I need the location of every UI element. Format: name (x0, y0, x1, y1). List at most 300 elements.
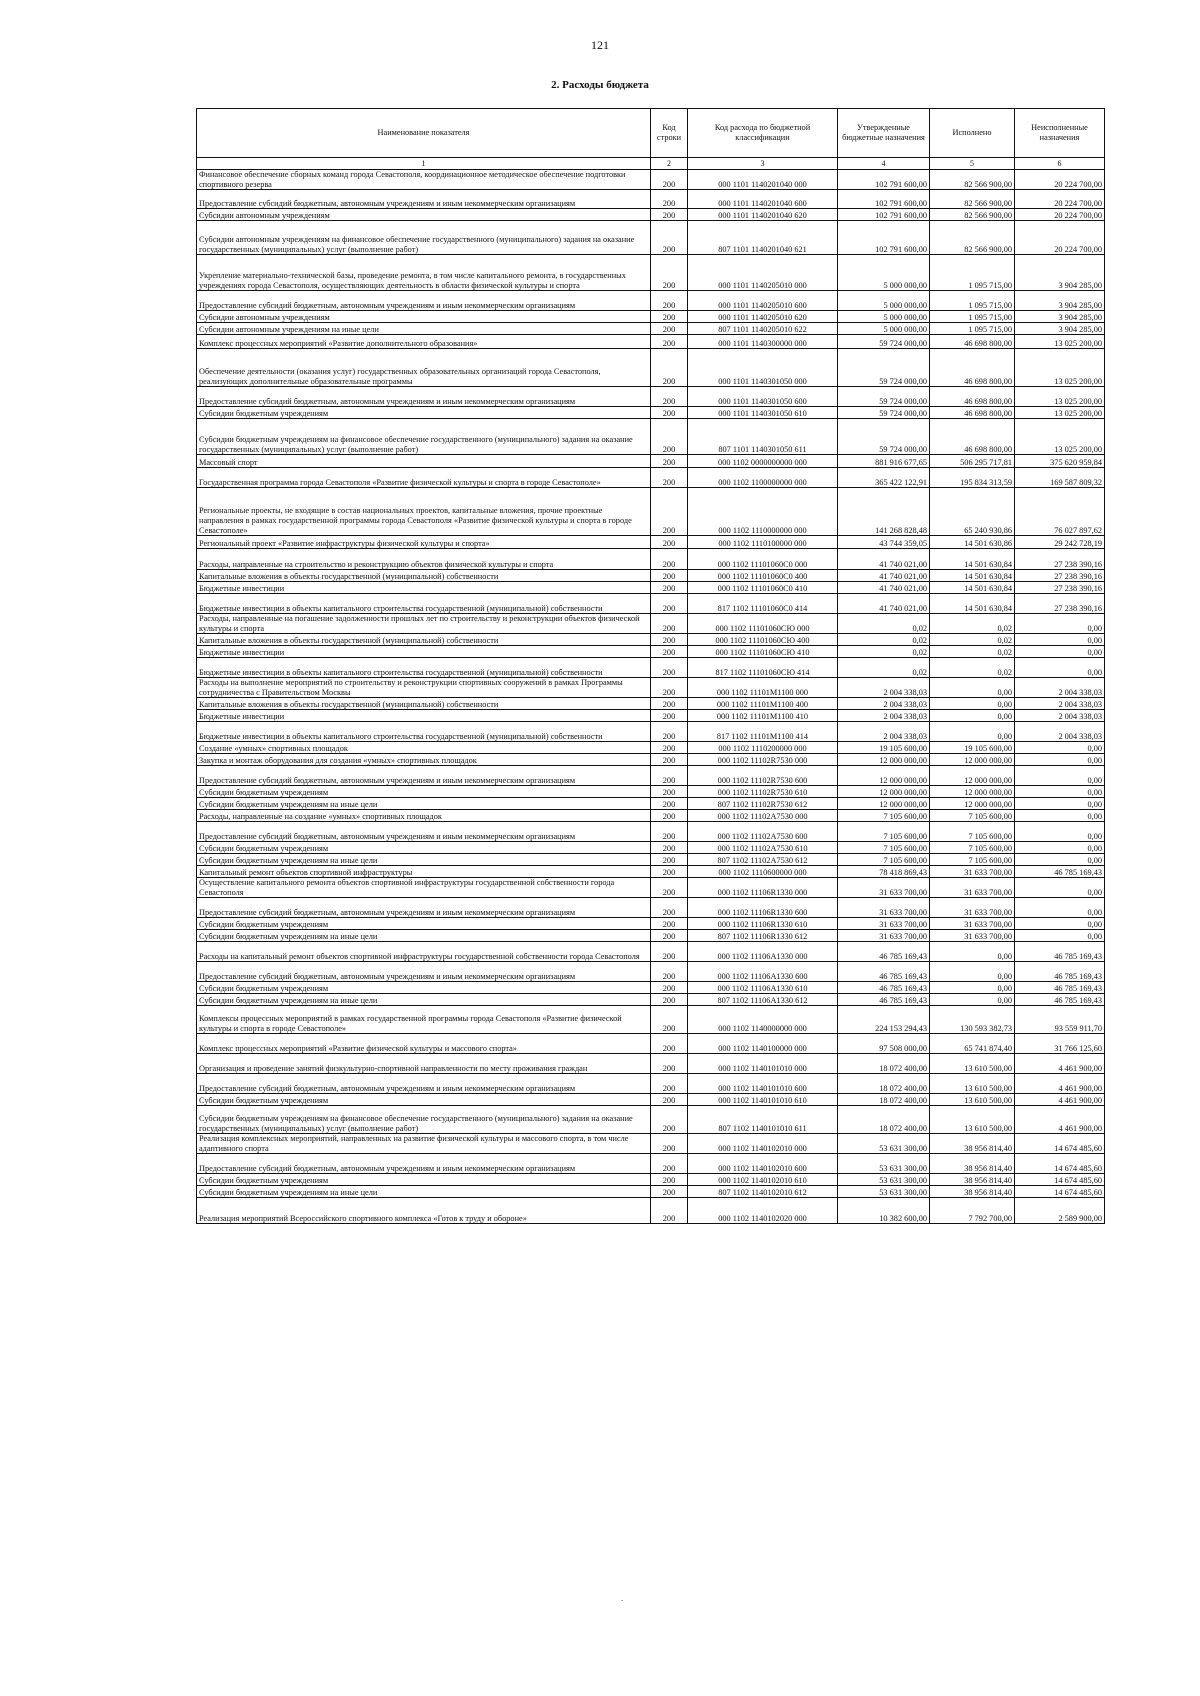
cell-row-code: 200 (651, 722, 688, 742)
table-row (197, 962, 1105, 982)
table-row (197, 209, 1105, 221)
header-executed: Исполнено (930, 109, 1015, 158)
cell-indicator-name: Бюджетные инвестиции (197, 646, 651, 658)
cell-approved: 31 633 700,00 (838, 878, 930, 898)
cell-indicator-name: Субсидии автономным учреждениям на иные цели (197, 323, 651, 335)
cell-approved: 12 000 000,00 (838, 786, 930, 798)
cell-indicator-name: Субсидии бюджетным учреждениям на иные цели (197, 798, 651, 810)
cell-unexecuted: 4 461 900,00 (1015, 1094, 1105, 1106)
cell-row-code: 200 (651, 930, 688, 942)
cell-executed: 46 698 800,00 (930, 407, 1015, 419)
cell-unexecuted: 0,00 (1015, 742, 1105, 754)
cell-row-code: 200 (651, 878, 688, 898)
cell-row-code: 200 (651, 570, 688, 582)
cell-executed: 14 501 630,84 (930, 582, 1015, 594)
cell-row-code: 200 (651, 387, 688, 407)
cell-approved: 5 000 000,00 (838, 255, 930, 291)
cell-approved: 0,02 (838, 646, 930, 658)
cell-approved: 7 105 600,00 (838, 810, 930, 822)
cell-row-code: 200 (651, 1198, 688, 1224)
cell-executed: 130 593 382,73 (930, 1006, 1015, 1034)
cell-unexecuted: 27 238 390,16 (1015, 570, 1105, 582)
cell-executed: 1 095 715,00 (930, 255, 1015, 291)
cell-indicator-name: Субсидии бюджетным учреждениям на финансовое обеспечение государственного (муниципального) задания на оказание государственных (муниципальных) услуг (выполнение работ) (197, 419, 651, 455)
cell-row-code: 200 (651, 1186, 688, 1198)
cell-budget-code: 000 1102 1140102010 000 (688, 1134, 838, 1154)
table-row (197, 419, 1105, 455)
cell-indicator-name: Предоставление субсидий бюджетным, автономным учреждениям и иным некоммерческим организациям (197, 1154, 651, 1174)
cell-indicator-name: Закупка и монтаж оборудования для создания «умных» спортивных площадок (197, 754, 651, 766)
cell-approved: 46 785 169,43 (838, 994, 930, 1006)
cell-row-code: 200 (651, 582, 688, 594)
cell-executed: 31 633 700,00 (930, 866, 1015, 878)
cell-row-code: 200 (651, 1154, 688, 1174)
table-row (197, 766, 1105, 786)
cell-budget-code: 817 1102 11101060С0 414 (688, 594, 838, 614)
table-row (197, 291, 1105, 311)
cell-indicator-name: Предоставление субсидий бюджетным, автономным учреждениям и иным некоммерческим организациям (197, 291, 651, 311)
cell-approved: 10 382 600,00 (838, 1198, 930, 1224)
cell-budget-code: 000 1101 1140300000 000 (688, 335, 838, 349)
cell-indicator-name: Капитальные вложения в объекты государственной (муниципальной) собственности (197, 698, 651, 710)
cell-budget-code: 000 1102 11102А7530 000 (688, 810, 838, 822)
cell-executed: 14 501 630,84 (930, 549, 1015, 570)
cell-unexecuted: 14 674 485,60 (1015, 1154, 1105, 1174)
cell-budget-code: 000 1101 1140201040 000 (688, 170, 838, 190)
expenses-table (196, 108, 1105, 1224)
cell-row-code: 200 (651, 1106, 688, 1134)
column-number: 1 (197, 158, 651, 170)
cell-unexecuted: 4 461 900,00 (1015, 1106, 1105, 1134)
cell-indicator-name: Комплекс процессных мероприятий «Развитие физической культуры и массового спорта» (197, 1034, 651, 1054)
column-number: 2 (651, 158, 688, 170)
cell-executed: 12 000 000,00 (930, 766, 1015, 786)
cell-approved: 43 744 359,05 (838, 536, 930, 549)
table-row (197, 798, 1105, 810)
cell-budget-code: 000 1102 11101060С0 400 (688, 570, 838, 582)
cell-row-code: 200 (651, 766, 688, 786)
cell-approved: 881 916 677,65 (838, 455, 930, 468)
cell-approved: 53 631 300,00 (838, 1186, 930, 1198)
cell-indicator-name: Субсидии бюджетным учреждениям на иные цели (197, 930, 651, 942)
cell-budget-code: 000 1102 1140101010 600 (688, 1074, 838, 1094)
cell-unexecuted: 27 238 390,16 (1015, 549, 1105, 570)
cell-indicator-name: Расходы, направленные на строительство и реконструкцию объектов физической культуры и спорта (197, 549, 651, 570)
table-row (197, 387, 1105, 407)
table-row (197, 311, 1105, 323)
cell-row-code: 200 (651, 488, 688, 536)
cell-budget-code: 000 1102 11106А1330 000 (688, 942, 838, 962)
cell-unexecuted: 0,00 (1015, 614, 1105, 634)
cell-budget-code: 000 1102 11101060СЮ 000 (688, 614, 838, 634)
section-title: 2. Расходы бюджета (551, 79, 649, 91)
column-number: 5 (930, 158, 1015, 170)
cell-row-code: 200 (651, 786, 688, 798)
header-indicator-name: Наименование показателя (197, 109, 651, 158)
cell-approved: 7 105 600,00 (838, 854, 930, 866)
header-approved: Утвержденные бюджетные назначения (838, 109, 930, 158)
cell-indicator-name: Субсидии бюджетным учреждениям (197, 918, 651, 930)
table-row (197, 878, 1105, 898)
cell-indicator-name: Массовый спорт (197, 455, 651, 468)
cell-unexecuted: 2 589 900,00 (1015, 1198, 1105, 1224)
cell-unexecuted: 3 904 285,00 (1015, 255, 1105, 291)
cell-approved: 31 633 700,00 (838, 918, 930, 930)
table-header-row (197, 109, 1105, 158)
cell-approved: 41 740 021,00 (838, 582, 930, 594)
cell-executed: 7 105 600,00 (930, 842, 1015, 854)
cell-budget-code: 817 1102 11101060СЮ 414 (688, 658, 838, 678)
cell-executed: 46 698 800,00 (930, 349, 1015, 387)
cell-executed: 13 610 500,00 (930, 1054, 1015, 1074)
table-row (197, 722, 1105, 742)
table-row (197, 786, 1105, 798)
cell-indicator-name: Финансовое обеспечение сборных команд города Севастополя, координационное методическое обеспечение подготовки спортивного резерва (197, 170, 651, 190)
cell-unexecuted: 46 785 169,43 (1015, 866, 1105, 878)
cell-indicator-name: Бюджетные инвестиции в объекты капитального строительства государственной (муниципальной) собственности (197, 722, 651, 742)
cell-approved: 7 105 600,00 (838, 842, 930, 854)
cell-executed: 31 633 700,00 (930, 918, 1015, 930)
cell-budget-code: 000 1102 11101М1100 410 (688, 710, 838, 722)
table-row (197, 698, 1105, 710)
cell-row-code: 200 (651, 842, 688, 854)
cell-unexecuted: 3 904 285,00 (1015, 311, 1105, 323)
cell-budget-code: 817 1102 11101М1100 414 (688, 722, 838, 742)
cell-executed: 0,00 (930, 994, 1015, 1006)
cell-indicator-name: Субсидии автономным учреждениям (197, 209, 651, 221)
cell-executed: 65 741 874,40 (930, 1034, 1015, 1054)
cell-row-code: 200 (651, 754, 688, 766)
cell-budget-code: 000 1102 1110200000 000 (688, 742, 838, 754)
cell-row-code: 200 (651, 209, 688, 221)
cell-unexecuted: 13 025 200,00 (1015, 387, 1105, 407)
cell-budget-code: 000 1102 11106R1330 610 (688, 918, 838, 930)
cell-approved: 19 105 600,00 (838, 742, 930, 754)
cell-row-code: 200 (651, 942, 688, 962)
cell-approved: 53 631 300,00 (838, 1174, 930, 1186)
cell-indicator-name: Осуществление капитального ремонта объектов спортивной инфраструктуры государственной собственности города Севастополя (197, 878, 651, 898)
cell-row-code: 200 (651, 221, 688, 255)
cell-executed: 31 633 700,00 (930, 878, 1015, 898)
table-row (197, 549, 1105, 570)
cell-indicator-name: Субсидии бюджетным учреждениям (197, 786, 651, 798)
table-row (197, 942, 1105, 962)
cell-indicator-name: Расходы на выполнение мероприятий по строительству и реконструкции спортивных сооружений в рамках Программы сотрудничества с Правительством Москвы (197, 678, 651, 698)
cell-row-code: 200 (651, 994, 688, 1006)
cell-indicator-name: Региональные проекты, не входящие в состав национальных проектов, капитальные вложения, прочие проектные направления в рамках государственной программы города Севастополя «Развитие физической культуры и спорта в городе Севастополе» (197, 488, 651, 536)
cell-approved: 365 422 122,91 (838, 468, 930, 488)
cell-unexecuted: 0,00 (1015, 786, 1105, 798)
column-number: 4 (838, 158, 930, 170)
cell-row-code: 200 (651, 1054, 688, 1074)
cell-approved: 102 791 600,00 (838, 209, 930, 221)
cell-budget-code: 000 1102 11106А1330 600 (688, 962, 838, 982)
cell-executed: 38 956 814,40 (930, 1134, 1015, 1154)
table-row (197, 994, 1105, 1006)
cell-row-code: 200 (651, 742, 688, 754)
cell-unexecuted: 0,00 (1015, 898, 1105, 918)
cell-indicator-name: Предоставление субсидий бюджетным, автономным учреждениям и иным некоммерческим организациям (197, 766, 651, 786)
table-row (197, 710, 1105, 722)
cell-unexecuted: 375 620 959,84 (1015, 455, 1105, 468)
cell-unexecuted: 46 785 169,43 (1015, 982, 1105, 994)
header-budget-code: Код расхода по бюджетной классификации (688, 109, 838, 158)
cell-unexecuted: 20 224 700,00 (1015, 221, 1105, 255)
cell-executed: 7 105 600,00 (930, 810, 1015, 822)
cell-approved: 12 000 000,00 (838, 798, 930, 810)
cell-approved: 141 268 828,48 (838, 488, 930, 536)
cell-unexecuted: 0,00 (1015, 754, 1105, 766)
column-number: 3 (688, 158, 838, 170)
table-row (197, 335, 1105, 349)
cell-executed: 12 000 000,00 (930, 798, 1015, 810)
cell-executed: 82 566 900,00 (930, 170, 1015, 190)
cell-budget-code: 000 1102 1140101010 610 (688, 1094, 838, 1106)
cell-row-code: 200 (651, 419, 688, 455)
table-row (197, 1006, 1105, 1034)
cell-indicator-name: Субсидии бюджетным учреждениям (197, 982, 651, 994)
cell-indicator-name: Расходы, направленные на погашение задолженности прошлых лет по строительству и реконструкции объектов физической культуры и спорта (197, 614, 651, 634)
cell-indicator-name: Предоставление субсидий бюджетным, автономным учреждениям и иным некоммерческим организациям (197, 822, 651, 842)
cell-executed: 0,00 (930, 710, 1015, 722)
cell-budget-code: 000 1102 1110600000 000 (688, 866, 838, 878)
cell-executed: 0,02 (930, 658, 1015, 678)
table-row (197, 810, 1105, 822)
cell-executed: 0,00 (930, 982, 1015, 994)
table-row (197, 658, 1105, 678)
cell-budget-code: 000 1101 1140205010 600 (688, 291, 838, 311)
cell-indicator-name: Капитальные вложения в объекты государственной (муниципальной) собственности (197, 634, 651, 646)
cell-approved: 31 633 700,00 (838, 930, 930, 942)
cell-row-code: 200 (651, 698, 688, 710)
cell-budget-code: 000 1102 11102R7530 000 (688, 754, 838, 766)
cell-row-code: 200 (651, 710, 688, 722)
table-row (197, 754, 1105, 766)
cell-approved: 53 631 300,00 (838, 1154, 930, 1174)
cell-indicator-name: Комплексы процессных мероприятий в рамках государственной программы города Севастополя «Развитие физической культуры и спорта в городе Севастополе» (197, 1006, 651, 1034)
table-row (197, 1034, 1105, 1054)
cell-executed: 1 095 715,00 (930, 311, 1015, 323)
table-row (197, 822, 1105, 842)
cell-unexecuted: 0,00 (1015, 798, 1105, 810)
cell-row-code: 200 (651, 455, 688, 468)
cell-budget-code: 000 1102 0000000000 000 (688, 455, 838, 468)
table-row (197, 468, 1105, 488)
cell-executed: 12 000 000,00 (930, 754, 1015, 766)
cell-budget-code: 000 1101 1140205010 000 (688, 255, 838, 291)
cell-approved: 5 000 000,00 (838, 291, 930, 311)
cell-unexecuted: 93 559 911,70 (1015, 1006, 1105, 1034)
cell-unexecuted: 169 587 809,32 (1015, 468, 1105, 488)
cell-row-code: 200 (651, 962, 688, 982)
cell-indicator-name: Субсидии бюджетным учреждениям (197, 407, 651, 419)
cell-indicator-name: Создание «умных» спортивных площадок (197, 742, 651, 754)
cell-unexecuted: 14 674 485,60 (1015, 1174, 1105, 1186)
cell-indicator-name: Субсидии бюджетным учреждениям на иные цели (197, 1186, 651, 1198)
footer-mark: . (621, 1593, 624, 1603)
cell-approved: 0,02 (838, 614, 930, 634)
cell-budget-code: 000 1102 1140102020 000 (688, 1198, 838, 1224)
cell-budget-code: 000 1102 11101060СЮ 400 (688, 634, 838, 646)
cell-indicator-name: Субсидии бюджетным учреждениям (197, 842, 651, 854)
cell-indicator-name: Расходы на капитальный ремонт объектов спортивной инфраструктуры государственной собственности города Севастополя (197, 942, 651, 962)
cell-approved: 59 724 000,00 (838, 419, 930, 455)
cell-budget-code: 000 1102 1140000000 000 (688, 1006, 838, 1034)
cell-unexecuted: 13 025 200,00 (1015, 419, 1105, 455)
table-row (197, 842, 1105, 854)
cell-executed: 7 792 700,00 (930, 1198, 1015, 1224)
cell-budget-code: 807 1102 1140102010 612 (688, 1186, 838, 1198)
cell-approved: 46 785 169,43 (838, 982, 930, 994)
cell-executed: 0,00 (930, 678, 1015, 698)
cell-approved: 2 004 338,03 (838, 678, 930, 698)
column-number-row (197, 158, 1105, 170)
cell-row-code: 200 (651, 323, 688, 335)
cell-unexecuted: 0,00 (1015, 930, 1105, 942)
page-number: 121 (591, 38, 609, 52)
cell-budget-code: 000 1102 11101М1100 000 (688, 678, 838, 698)
cell-indicator-name: Организация и проведение занятий физкультурно-спортивной направленности по месту проживания граждан (197, 1054, 651, 1074)
cell-indicator-name: Субсидии бюджетным учреждениям на иные цели (197, 994, 651, 1006)
cell-budget-code: 000 1102 11106А1330 610 (688, 982, 838, 994)
cell-unexecuted: 0,00 (1015, 878, 1105, 898)
cell-row-code: 200 (651, 536, 688, 549)
cell-approved: 5 000 000,00 (838, 311, 930, 323)
cell-executed: 0,00 (930, 698, 1015, 710)
cell-unexecuted: 2 004 338,03 (1015, 678, 1105, 698)
cell-unexecuted: 46 785 169,43 (1015, 994, 1105, 1006)
cell-budget-code: 000 1102 11101М1100 400 (688, 698, 838, 710)
cell-executed: 195 834 313,59 (930, 468, 1015, 488)
table-row (197, 742, 1105, 754)
cell-indicator-name: Предоставление субсидий бюджетным, автономным учреждениям и иным некоммерческим организациям (197, 898, 651, 918)
cell-budget-code: 000 1102 11101060С0 000 (688, 549, 838, 570)
table-row (197, 1054, 1105, 1074)
cell-indicator-name: Предоставление субсидий бюджетным, автономным учреждениям и иным некоммерческим организациям (197, 190, 651, 209)
cell-row-code: 200 (651, 614, 688, 634)
cell-unexecuted: 46 785 169,43 (1015, 962, 1105, 982)
cell-budget-code: 000 1102 11106R1330 600 (688, 898, 838, 918)
cell-indicator-name: Предоставление субсидий бюджетным, автономным учреждениям и иным некоммерческим организациям (197, 1074, 651, 1094)
cell-budget-code: 000 1102 11102А7530 610 (688, 842, 838, 854)
cell-budget-code: 807 1101 1140201040 621 (688, 221, 838, 255)
cell-approved: 46 785 169,43 (838, 942, 930, 962)
cell-executed: 19 105 600,00 (930, 742, 1015, 754)
cell-executed: 0,02 (930, 646, 1015, 658)
cell-executed: 0,02 (930, 614, 1015, 634)
cell-budget-code: 807 1102 1140101010 611 (688, 1106, 838, 1134)
cell-row-code: 200 (651, 658, 688, 678)
cell-executed: 0,02 (930, 634, 1015, 646)
cell-executed: 14 501 630,84 (930, 594, 1015, 614)
cell-approved: 41 740 021,00 (838, 570, 930, 582)
cell-budget-code: 807 1102 11102R7530 612 (688, 798, 838, 810)
cell-budget-code: 000 1101 1140205010 620 (688, 311, 838, 323)
cell-row-code: 200 (651, 594, 688, 614)
header-unexecuted: Неисполненные назначения (1015, 109, 1105, 158)
cell-executed: 82 566 900,00 (930, 190, 1015, 209)
cell-budget-code: 000 1102 11102R7530 600 (688, 766, 838, 786)
table-row (197, 407, 1105, 419)
cell-approved: 12 000 000,00 (838, 754, 930, 766)
table-row (197, 1106, 1105, 1134)
cell-indicator-name: Бюджетные инвестиции (197, 582, 651, 594)
cell-approved: 53 631 300,00 (838, 1134, 930, 1154)
cell-budget-code: 000 1101 1140201040 600 (688, 190, 838, 209)
cell-budget-code: 000 1102 11106R1330 000 (688, 878, 838, 898)
cell-executed: 0,00 (930, 942, 1015, 962)
cell-executed: 38 956 814,40 (930, 1154, 1015, 1174)
cell-unexecuted: 20 224 700,00 (1015, 209, 1105, 221)
cell-indicator-name: Расходы, направленные на создание «умных» спортивных площадок (197, 810, 651, 822)
cell-row-code: 200 (651, 311, 688, 323)
cell-budget-code: 000 1101 1140301050 000 (688, 349, 838, 387)
cell-approved: 102 791 600,00 (838, 190, 930, 209)
cell-unexecuted: 76 027 897,62 (1015, 488, 1105, 536)
table-row (197, 646, 1105, 658)
table-row (197, 488, 1105, 536)
cell-unexecuted: 2 004 338,03 (1015, 710, 1105, 722)
cell-executed: 13 610 500,00 (930, 1106, 1015, 1134)
cell-row-code: 200 (651, 1094, 688, 1106)
cell-budget-code: 000 1101 1140201040 620 (688, 209, 838, 221)
column-number: 6 (1015, 158, 1105, 170)
cell-executed: 1 095 715,00 (930, 291, 1015, 311)
cell-budget-code: 000 1102 11101060С0 410 (688, 582, 838, 594)
cell-approved: 0,02 (838, 658, 930, 678)
cell-executed: 46 698 800,00 (930, 387, 1015, 407)
cell-approved: 18 072 400,00 (838, 1106, 930, 1134)
cell-row-code: 200 (651, 898, 688, 918)
table-row (197, 1134, 1105, 1154)
cell-row-code: 200 (651, 646, 688, 658)
cell-unexecuted: 0,00 (1015, 854, 1105, 866)
cell-row-code: 200 (651, 1134, 688, 1154)
cell-unexecuted: 3 904 285,00 (1015, 323, 1105, 335)
cell-indicator-name: Субсидии бюджетным учреждениям (197, 1094, 651, 1106)
cell-budget-code: 000 1101 1140301050 610 (688, 407, 838, 419)
cell-executed: 7 105 600,00 (930, 854, 1015, 866)
cell-approved: 41 740 021,00 (838, 594, 930, 614)
cell-budget-code: 000 1102 1100000000 000 (688, 468, 838, 488)
cell-unexecuted: 0,00 (1015, 822, 1105, 842)
cell-approved: 97 508 000,00 (838, 1034, 930, 1054)
table-row (197, 170, 1105, 190)
cell-approved: 59 724 000,00 (838, 349, 930, 387)
cell-unexecuted: 13 025 200,00 (1015, 407, 1105, 419)
cell-executed: 14 501 630,84 (930, 570, 1015, 582)
cell-unexecuted: 13 025 200,00 (1015, 335, 1105, 349)
table-row (197, 1186, 1105, 1198)
cell-approved: 18 072 400,00 (838, 1074, 930, 1094)
cell-indicator-name: Предоставление субсидий бюджетным, автономным учреждениям и иным некоммерческим организациям (197, 962, 651, 982)
cell-approved: 0,02 (838, 634, 930, 646)
cell-approved: 2 004 338,03 (838, 722, 930, 742)
table-row (197, 221, 1105, 255)
cell-executed: 31 633 700,00 (930, 898, 1015, 918)
cell-budget-code: 000 1102 11102А7530 600 (688, 822, 838, 842)
cell-unexecuted: 0,00 (1015, 810, 1105, 822)
cell-row-code: 200 (651, 170, 688, 190)
cell-approved: 59 724 000,00 (838, 407, 930, 419)
table-row (197, 1198, 1105, 1224)
cell-approved: 224 153 294,43 (838, 1006, 930, 1034)
table-body (197, 170, 1105, 1224)
cell-unexecuted: 0,00 (1015, 766, 1105, 786)
table-row (197, 349, 1105, 387)
cell-budget-code: 000 1102 1140100000 000 (688, 1034, 838, 1054)
table-row (197, 594, 1105, 614)
